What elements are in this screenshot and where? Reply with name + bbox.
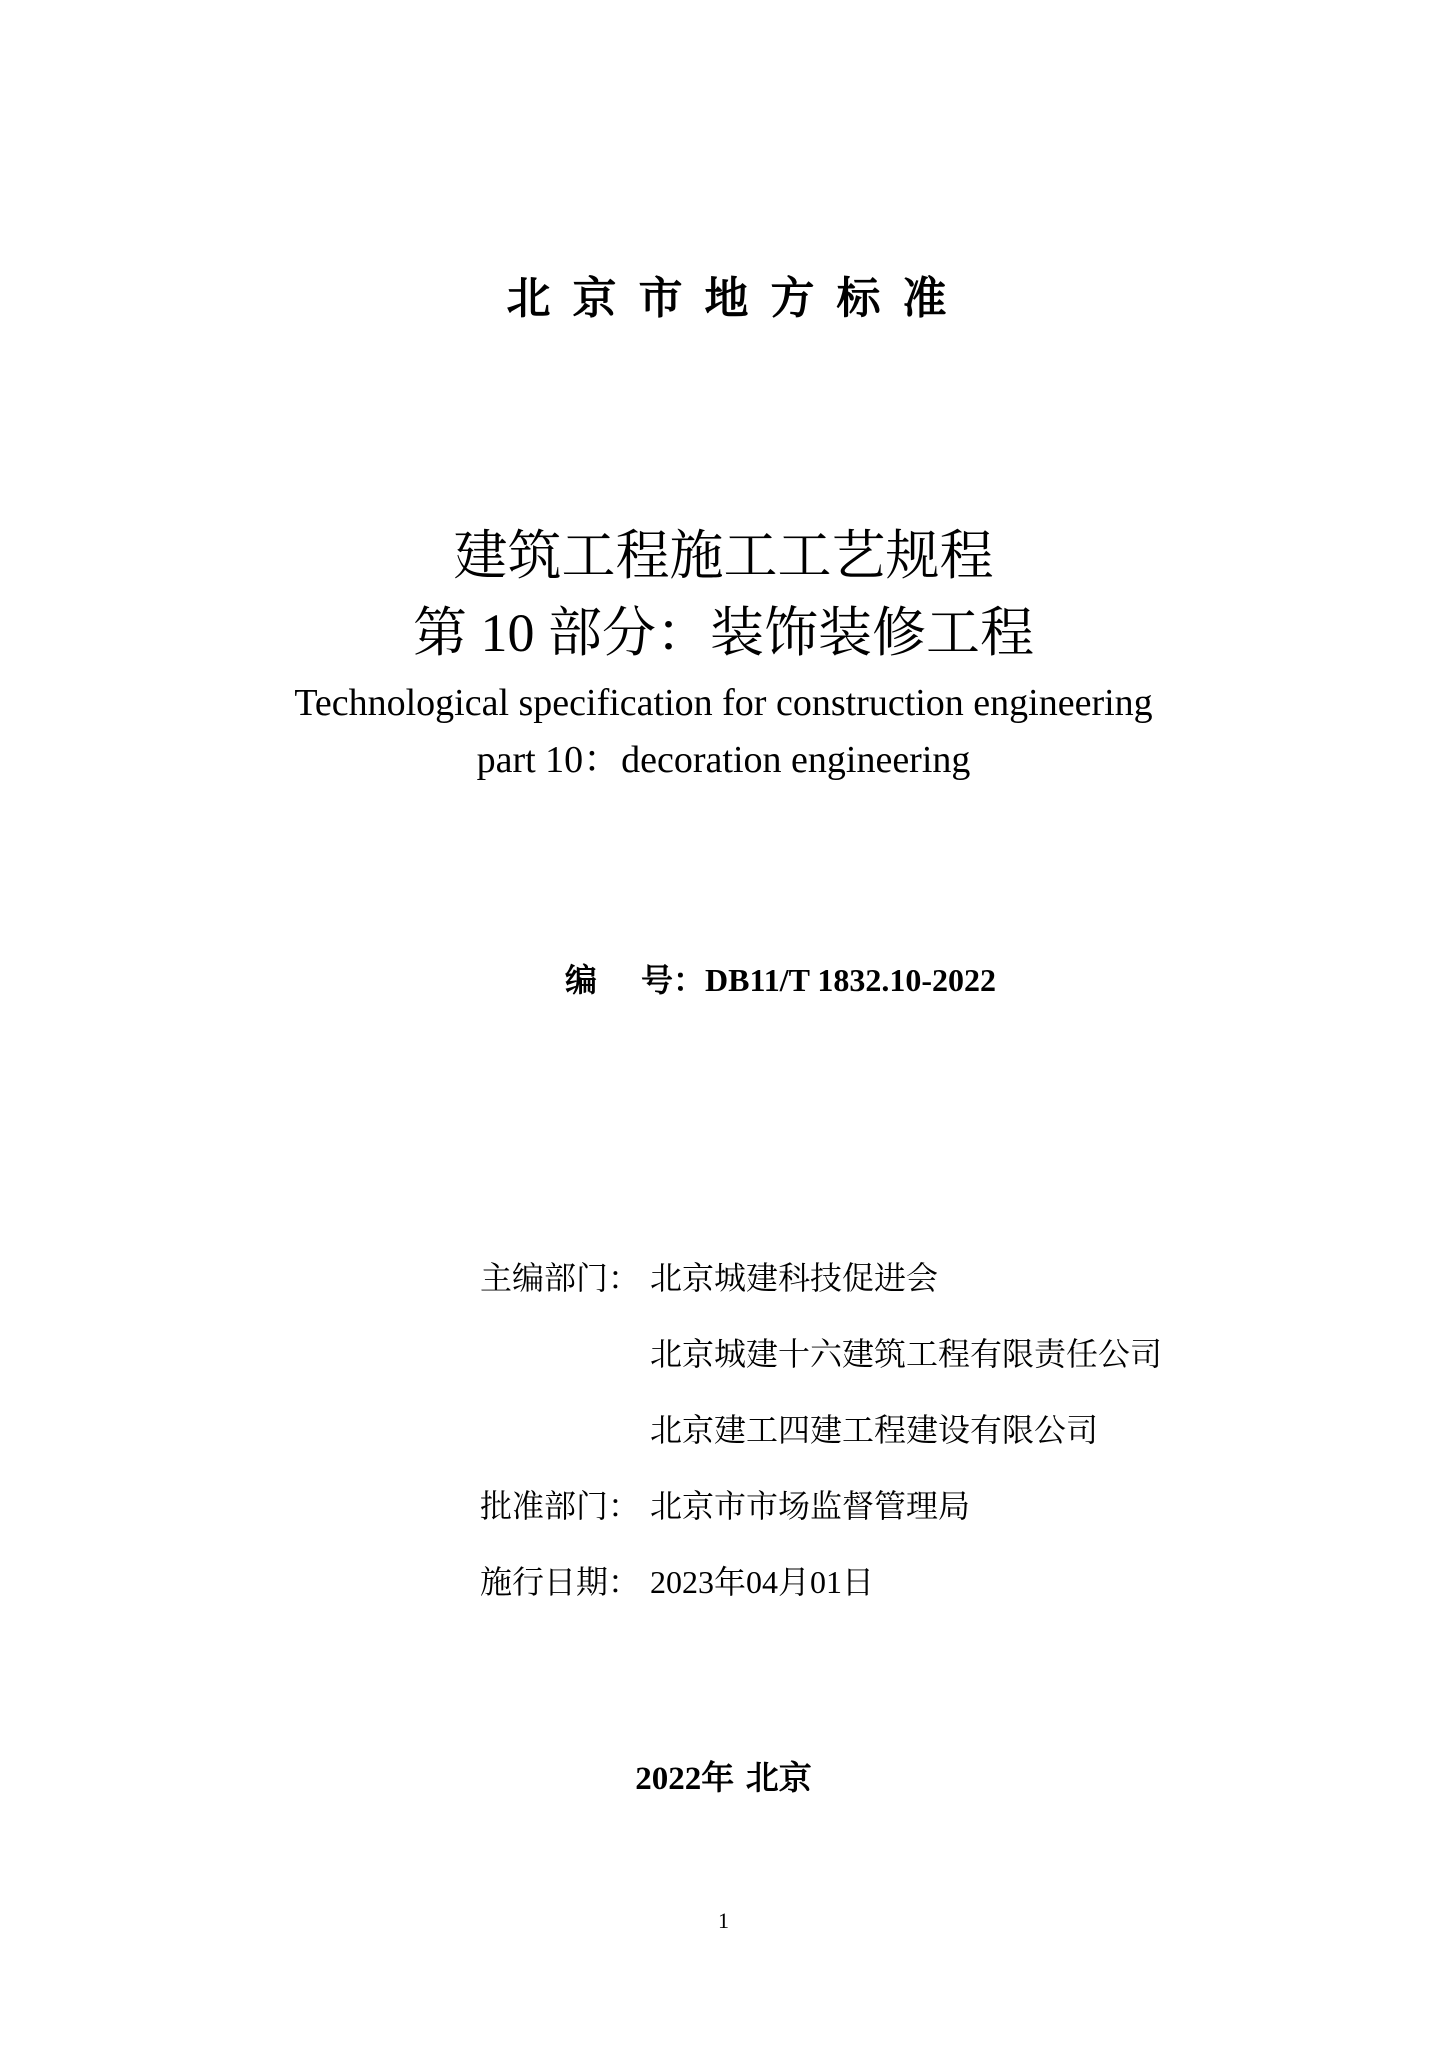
code-label-char1: 编 (565, 961, 598, 999)
editor-row (480, 1258, 938, 1298)
standard-code (565, 955, 996, 1001)
publication-city: 北京 (745, 1758, 812, 1797)
approver-name: 北京市市场监督管理局 (650, 1487, 971, 1525)
title-zh-line2-number: 10 (467, 603, 548, 663)
title-zh-line2-suffix: 部分：装饰装修工程 (548, 601, 1034, 664)
editor-name: 北京建工四建工程建设有限公司 (650, 1411, 1099, 1449)
approver-label: 批准部门： (480, 1487, 641, 1525)
effective-date-value: 2023年04月01日 (650, 1564, 875, 1600)
title-zh-line2-prefix: 第 (413, 601, 467, 664)
publication-year: 2022年 (635, 1761, 735, 1797)
editor-label: 主编部门： (480, 1259, 641, 1297)
title-en-line1: Technological specification for construction engineering (294, 682, 1153, 724)
effective-date-row (480, 1562, 874, 1602)
editor-name: 北京城建科技促进会 (650, 1259, 939, 1297)
code-label-char2: 号： (641, 961, 706, 999)
editor-row (480, 1410, 1098, 1450)
effective-date-label: 施行日期： (480, 1563, 641, 1601)
editor-name: 北京城建十六建筑工程有限责任公司 (650, 1335, 1163, 1373)
page-number: 1 (718, 1908, 729, 1933)
title-zh-line2 (0, 597, 1447, 669)
title-en-line2: part 10：decoration engineering (476, 739, 971, 781)
editor-row (480, 1334, 1162, 1374)
title-zh-line1: 建筑工程施工工艺规程 (453, 524, 994, 587)
approver-row (480, 1486, 970, 1526)
publication-line (0, 1752, 1447, 1799)
code-value: DB11/T 1832.10-2022 (705, 962, 997, 998)
standard-type-heading: 北京市地方标准 (506, 273, 969, 324)
